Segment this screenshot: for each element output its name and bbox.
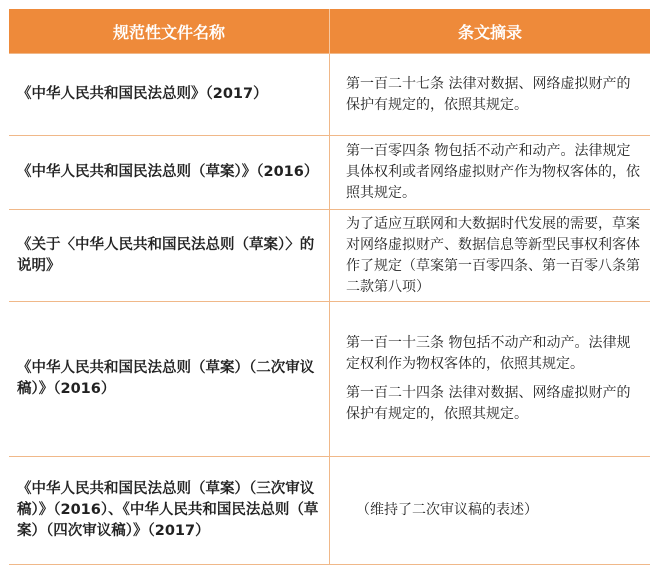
excerpt-text: 第一百零四条 物包括不动产和动产。法律规定具体权利或者网络虚拟财产作为物权客体的，依照其规定。 xyxy=(346,143,640,201)
excerpt-text: 第一百二十四条 法律对数据、网络虚拟财产的保护有规定的，依照其规定。 xyxy=(346,385,631,422)
header-document-name: 规范性文件名称 xyxy=(9,9,330,54)
excerpt-cell xyxy=(330,136,651,210)
excerpt-text: 第一百一十三条 物包括不动产和动产。法律规定权利作为物权客体的，依照其规定。 xyxy=(346,335,631,372)
document-name-cell: 《中华人民共和国民法总则（草案）（三次审议稿）》（2016）、《中华人民共和国民法总则（草案）（四次审议稿）》（2017） xyxy=(9,457,330,565)
excerpt-cell xyxy=(330,457,651,565)
table-row xyxy=(9,457,650,565)
table-row xyxy=(9,302,650,457)
table-row xyxy=(9,210,650,302)
document-name-cell: 《中华人民共和国民法总则》（2017） xyxy=(9,54,330,136)
excerpt-text: 第一百二十七条 法律对数据、网络虚拟财产的保护有规定的，依照其规定。 xyxy=(346,75,631,113)
excerpt-text: 为了适应互联网和大数据时代发展的需要，草案对网络虚拟财产、数据信息等新型民事权利客体作了规定（草案第一百零四条、第一百零八条第二款第八项） xyxy=(346,215,640,295)
document-name-cell: 《关于〈中华人民共和国民法总则（草案）〉的说明》 xyxy=(9,210,330,302)
excerpt-text: （维持了二次审议稿的表述） xyxy=(356,502,538,518)
excerpt-cell xyxy=(330,210,651,302)
excerpt-cell xyxy=(330,54,651,136)
table-row xyxy=(9,136,650,210)
table-row xyxy=(9,54,650,136)
table-header-row xyxy=(9,9,650,54)
document-name-cell: 《中华人民共和国民法总则（草案）》（2016） xyxy=(9,136,330,210)
excerpt-cell xyxy=(330,302,651,457)
document-name-cell: 《中华人民共和国民法总则（草案）（二次审议稿）》（2016） xyxy=(9,302,330,457)
header-excerpt: 条文摘录 xyxy=(330,9,651,54)
regulation-table xyxy=(9,9,650,565)
